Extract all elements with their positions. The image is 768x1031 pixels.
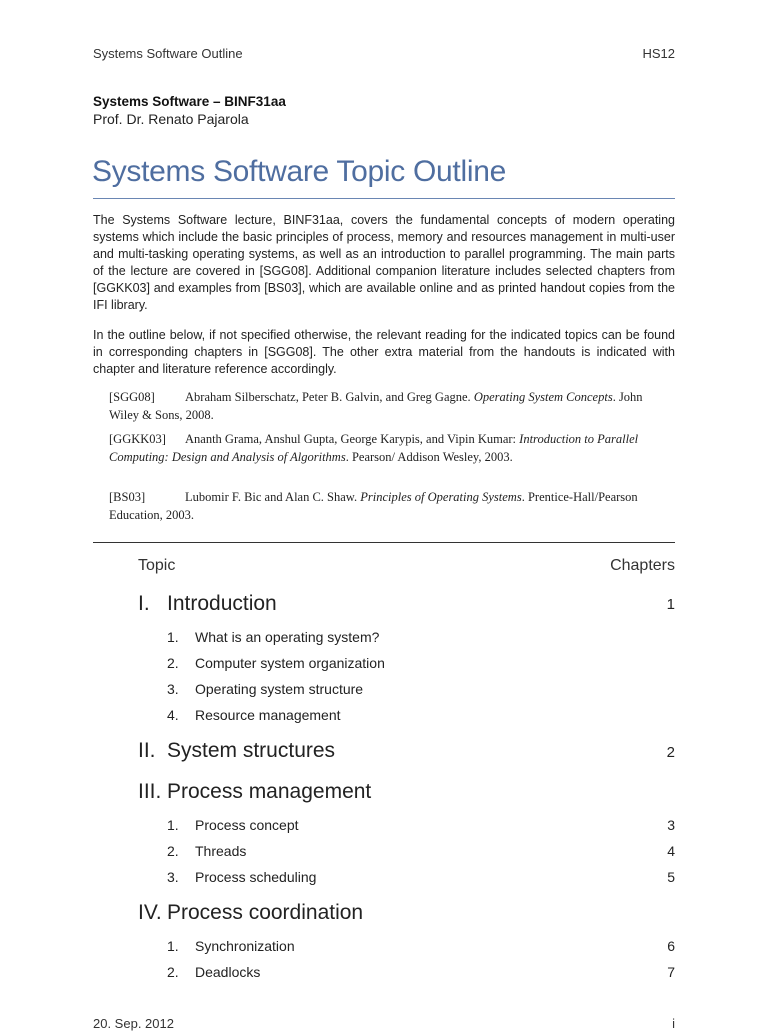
reference-authors: Ananth Grama, Anshul Gupta, George Karypis, and Vipin Kumar: [185,432,517,446]
instructor-name: Prof. Dr. Renato Pajarola [93,111,249,127]
item-title: Operating system structure [195,681,364,697]
reference-authors: Abraham Silberschatz, Peter B. Galvin, and Greg Gagne. [185,390,471,404]
section-title: System structures [167,739,336,762]
item-number: 4. [167,707,179,723]
item-title: Process concept [195,817,299,833]
section-heading [138,592,277,616]
item-title: Synchronization [195,938,295,954]
reference-title: Introduction to Parallel Computing: Design and Analysis of Algorithms [109,432,639,464]
outline-item [167,655,385,671]
section-chapter: 1 [666,596,675,613]
running-header-title: Systems Software Outline [93,46,243,61]
outline-item [167,817,299,833]
outline-divider [93,542,675,543]
course-title: Systems Software – BINF31aa [93,94,286,109]
intro-paragraph: The Systems Software lecture, BINF31aa, covers the fundamental concepts of modern operating systems which include the basic principles of process, memory and resources management in multi-user and multi-tasking operating systems, as well as an introduction to parallel programming. The main parts of the lecture are covered in [SGG08]. Additional companion literature includes selected chapters from [GGKK03] and examples from [BS03], which are available online and as printed handout copies from the IFI library. [93,213,675,312]
column-header-topic: Topic [138,557,176,574]
item-title: Threads [195,843,247,859]
item-chapter: 5 [667,869,675,885]
item-title: What is an operating system? [195,629,380,645]
section-title: Introduction [167,592,277,615]
reference-publisher: . John Wiley & Sons, 2008. [109,390,643,422]
outline-item [167,707,341,723]
section-number: IV. [138,901,162,924]
reference-publisher: . Pearson/ Addison Wesley, 2003. [345,449,513,464]
item-number: 1. [167,938,179,954]
section-title: Process management [167,780,372,803]
item-number: 3. [167,869,179,885]
item-title: Process scheduling [195,869,317,885]
reference-ggkk03 [109,431,675,466]
reading-paragraph: In the outline below, if not specified otherwise, the relevant reading for the indicated topics can be found in corresponding chapters in [SGG08]. The other extra material from the handouts is indicated with chapter and literature reference accordingly. [93,328,675,376]
section-heading [138,901,363,925]
column-header-chapters: Chapters [610,557,675,574]
section-number: II. [138,739,156,762]
item-number: 2. [167,655,179,671]
reference-key: [SGG08] [109,390,155,404]
section-heading [138,780,371,804]
reference-sgg08 [109,389,675,424]
footer-date: 20. Sep. 2012 [93,1016,174,1031]
item-number: 2. [167,964,179,980]
reference-key: [BS03] [109,490,146,504]
reference-key: [GGKK03] [109,432,166,446]
item-number: 2. [167,843,179,859]
section-number: III. [138,780,162,803]
outline-item [167,629,379,645]
title-divider [93,198,675,199]
outline-item [167,681,363,697]
running-header-semester: HS12 [642,46,675,61]
item-chapter: 4 [667,843,675,859]
item-chapter: 3 [667,817,675,833]
reference-bs03 [109,489,675,524]
item-number: 1. [167,817,179,833]
reference-title: Principles of Operating Systems [360,490,522,504]
reference-title: Operating System Concepts [473,390,613,404]
page-title: Systems Software Topic Outline [92,155,506,188]
item-chapter: 7 [667,964,675,980]
item-title: Computer system organization [195,655,385,671]
section-heading [138,739,335,763]
outline-item [167,964,260,980]
section-chapter: 2 [666,744,675,761]
reference-authors: Lubomir F. Bic and Alan C. Shaw. [185,490,358,504]
item-number: 3. [167,681,179,697]
section-title: Process coordination [167,901,364,924]
section-number: I. [138,592,150,615]
item-title: Resource management [195,707,341,723]
outline-item [167,869,316,885]
reference-publisher: . Prentice-Hall/Pearson Education, 2003. [109,490,638,522]
item-title: Deadlocks [195,964,261,980]
outline-item [167,843,246,859]
footer-page-number: i [672,1016,675,1031]
item-number: 1. [167,629,179,645]
outline-item [167,938,295,954]
item-chapter: 6 [667,938,675,954]
